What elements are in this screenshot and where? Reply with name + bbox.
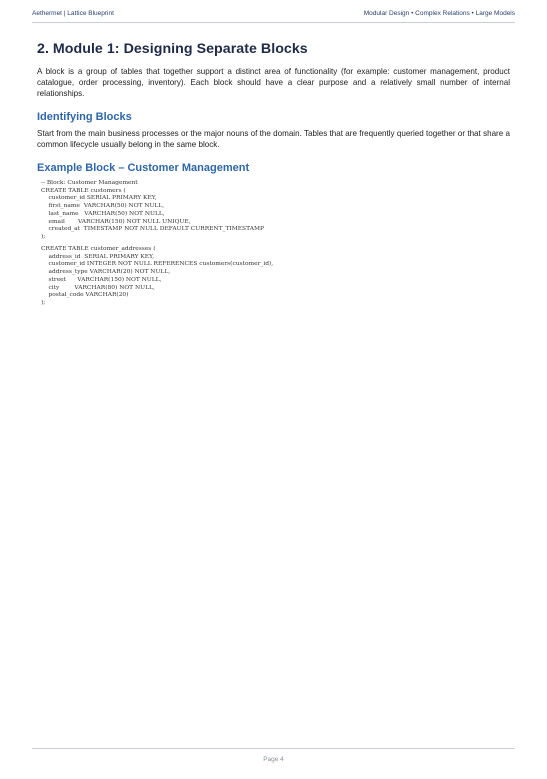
code-line: CREATE TABLE customer_addresses ( — [41, 246, 156, 253]
code-line: created_at TIMESTAMP NOT NULL DEFAULT CURRENT_TIMESTAMP — [41, 226, 264, 233]
code-line: -- Block: Customer Management — [41, 180, 138, 187]
code-line: customer_id INTEGER NOT NULL REFERENCES customers(customer_id), — [41, 261, 274, 268]
page-number: Page 4 — [263, 756, 284, 763]
code-line: street VARCHAR(150) NOT NULL, — [41, 276, 162, 283]
code-line: CREATE TABLE customers ( — [41, 187, 126, 194]
code-line: customer_id SERIAL PRIMARY KEY, — [41, 195, 157, 202]
page-footer — [32, 748, 515, 763]
section-title: 2. Module 1: Designing Separate Blocks — [37, 41, 308, 57]
code-line: first_name VARCHAR(50) NOT NULL, — [41, 203, 165, 210]
sql-code-block — [37, 180, 510, 308]
code-line: ); — [41, 233, 46, 240]
code-line: postal_code VARCHAR(20) — [41, 292, 129, 299]
identifying-blocks-heading: Identifying Blocks — [37, 110, 132, 123]
page-header — [32, 10, 515, 23]
section-intro: A block is a group of tables that together support a distinct area of functionality (for example: customer management, product catalogue, order processing, inventory). Each block should have a clear purpose and a relatively small number of internal relationships. — [37, 67, 510, 98]
code-line: address_type VARCHAR(20) NOT NULL, — [41, 269, 171, 276]
header-topics: Modular Design • Complex Relations • Large Models — [363, 10, 515, 17]
header-doc-title: Aethermet | Lattice Blueprint — [32, 10, 114, 17]
code-line: address_id SERIAL PRIMARY KEY, — [41, 253, 155, 260]
identifying-blocks-body: Start from the main business processes or the major nouns of the domain. Tables that are frequently queried together or that share a common lifecycle usually belong in the same block. — [37, 129, 510, 149]
code-line: email VARCHAR(150) NOT NULL UNIQUE, — [41, 218, 191, 225]
example-block-heading: Example Block – Customer Management — [37, 161, 250, 174]
code-line: ); — [41, 299, 46, 306]
code-line: city VARCHAR(80) NOT NULL, — [41, 284, 155, 291]
code-line: last_name VARCHAR(50) NOT NULL, — [41, 210, 165, 217]
page-content — [37, 41, 510, 308]
